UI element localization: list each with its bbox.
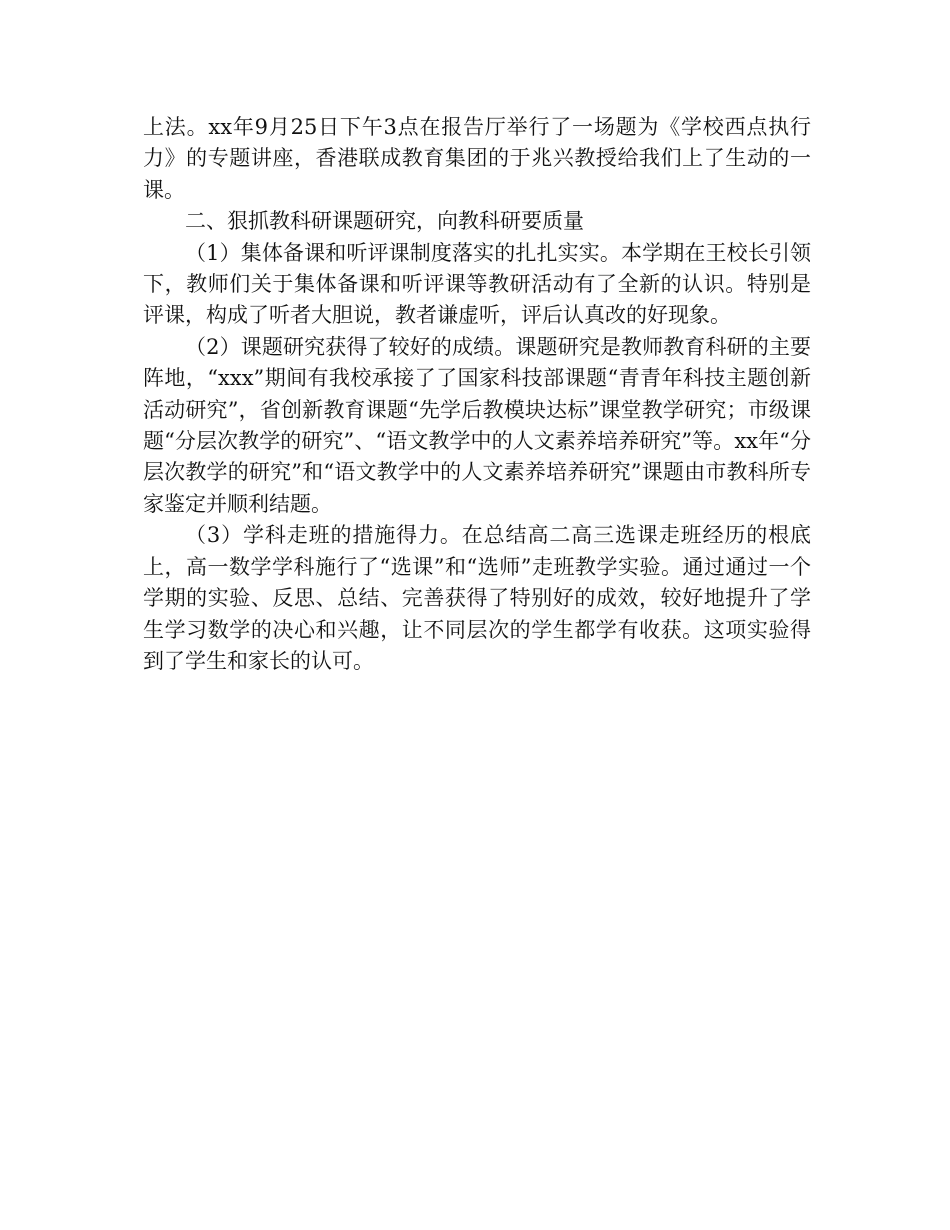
paragraph-item-2: （2）课题研究获得了较好的成绩。课题研究是教师教育科研的主要阵地，“xxx”期间有我校承接了了国家科技部课题“青青年科技主题创新活动研究”，省创新教育课题“先学后教模块达标”课堂教学研究；市级课题“分层次教学的研究”、“语文教学中的人文素养培养研究”等。xx年“分层次教学的研究”和“语文教学中的人文素养培养研究”课题由市教科所专家鉴定并顺利结题。 [143, 334, 811, 516]
paragraph-continued-lecture: 上法。xx年9月25日下午3点在报告厅举行了一场题为《学校西点执行力》的专题讲座，香港联成教育集团的于兆兴教授给我们上了生动的一课。 [143, 115, 811, 202]
paragraph-item-3: （3）学科走班的措施得力。在总结高二高三选课走班经历的根底上，高一数学学科施行了“选课”和“选师”走班教学实验。通过通过一个学期的实验、反思、总结、完善获得了特别好的成效，较好地提升了学生学习数学的决心和兴趣，让不同层次的学生都学有收获。这项实验得到了学生和家长的认可。 [143, 523, 811, 673]
paragraph-item-1: （1）集体备课和听评课制度落实的扎扎实实。本学期在王校长引领下，教师们关于集体备课和听评课等教研活动有了全新的认识。特别是评课，构成了听者大胆说，教者谦虚听，评后认真改的好现象。 [143, 240, 811, 328]
section-heading-research: 二、狠抓教科研课题研究，向教科研要质量 [185, 209, 584, 234]
document-body [143, 112, 811, 677]
